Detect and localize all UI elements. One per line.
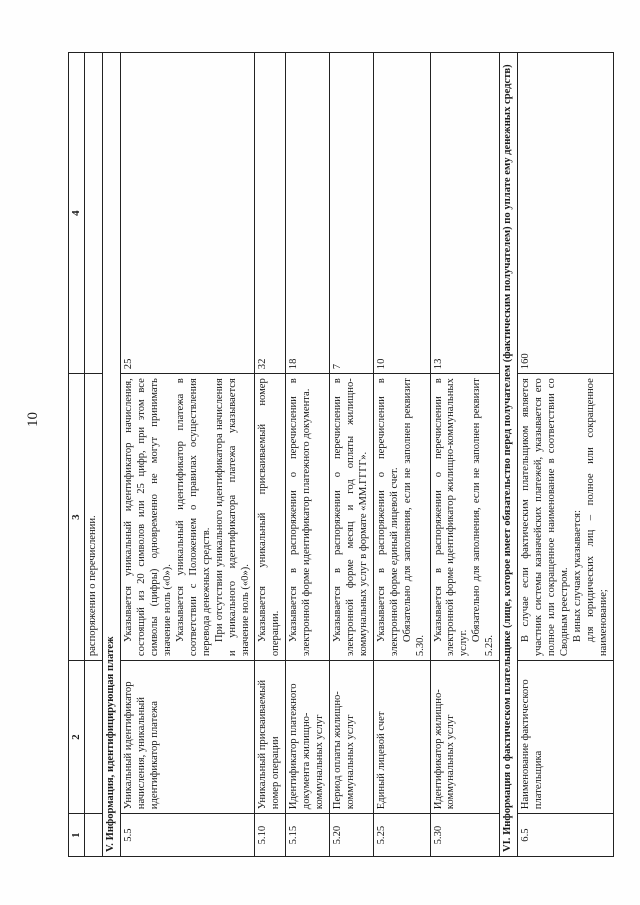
cell-number: 5.20 <box>330 814 374 857</box>
table-row <box>121 53 255 857</box>
cell-description <box>373 374 430 661</box>
cell-description <box>518 374 613 661</box>
description-paragraph: Указывается в распоряжении о перечислении в электронной форме месяц и год оплаты жилищно-коммунальных услуг в формате «ММ.ГГГГ». <box>332 378 369 657</box>
table-row <box>330 53 374 857</box>
description-paragraph: Указывается в распоряжении о перечислении в электронной форме единый лицевой счет. <box>375 378 400 657</box>
cell-description <box>121 374 255 661</box>
cell-number: 5.25 <box>373 814 430 857</box>
table-row <box>373 53 430 857</box>
cell-length: 160 <box>518 53 613 374</box>
requisites-table <box>68 52 614 857</box>
description-paragraph: Указывается уникальный идентификатор платежа в соответствии с Положением о правилах осуществления перевода денежных средств. <box>174 378 212 657</box>
cell-number: 5.5 <box>121 814 255 857</box>
description-paragraph: Обязательно для заполнения, если не заполнен реквизит 5.25. <box>471 378 496 657</box>
description-paragraph: для юридических лиц – полное или сокращенное наименование; <box>584 378 609 657</box>
cell-empty <box>85 661 103 814</box>
cell-length: 25 <box>121 53 255 374</box>
cell-top-text: распоряжении о перечислении. <box>85 374 103 661</box>
description-paragraph: При отсутствии уникального идентификатора начисления и уникального идентификатора платежа указывается значение ноль («0»). <box>213 378 251 657</box>
cell-name: Уникальный идентификатор начисления, уникальный идентификатор платежа <box>121 661 255 814</box>
cell-empty <box>85 53 103 374</box>
table-row <box>518 53 613 857</box>
page-number: 10 <box>25 412 41 427</box>
header-col-2: 2 <box>69 661 85 814</box>
description-paragraph: В случае если фактическим плательщиком является участник системы казначейских платежей, указывается его полное или сокращенное наименование в соответствии со Сводным реестром. <box>520 378 570 657</box>
cell-length: 7 <box>330 53 374 374</box>
table-row <box>286 53 330 857</box>
section-5-title: V. Информация, идентифицирующая платеж <box>103 53 121 857</box>
cell-number: 5.10 <box>255 814 286 857</box>
description-paragraph: Указывается уникальный идентификатор начисления, состоящий из 20 символов или 25 цифр, при этом все символы (цифры) одновременно не могут принимать значение ноль («0»). <box>123 378 174 657</box>
header-col-3: 3 <box>69 374 85 661</box>
description-paragraph: Указывается уникальный присваиваемый номер операции. <box>257 378 282 657</box>
cell-length: 18 <box>286 53 330 374</box>
cell-name: Идентификатор платежного документа жилищно-коммунальных услуг <box>286 661 330 814</box>
cell-name: Единый лицевой счет <box>373 661 430 814</box>
cell-number: 5.15 <box>286 814 330 857</box>
cell-number: 5.30 <box>430 814 500 857</box>
cell-empty <box>85 814 103 857</box>
table-header-row <box>69 53 85 857</box>
header-col-4: 4 <box>69 53 85 374</box>
description-paragraph: Указывается в распоряжении о перечислении в электронной форме идентификатор платежного документа. <box>288 378 313 657</box>
cell-name: Наименование фактического плательщика <box>518 661 613 814</box>
cell-name: Уникальный присваиваемый номер операции <box>255 661 286 814</box>
cell-description <box>330 374 374 661</box>
description-paragraph: Указывается в распоряжении о перечислении в электронной форме идентификатор жилищно-коммунальных услуг. <box>432 378 470 657</box>
section-5-row <box>103 53 121 857</box>
table-row-continued <box>85 53 103 857</box>
header-col-1: 1 <box>69 814 85 857</box>
cell-description <box>255 374 286 661</box>
cell-length: 32 <box>255 53 286 374</box>
table-row <box>430 53 500 857</box>
cell-number: 6.5 <box>518 814 613 857</box>
description-paragraph: В иных случаях указывается: <box>571 510 583 643</box>
cell-description <box>286 374 330 661</box>
cell-name: Период оплаты жилищно-коммунальных услуг <box>330 661 374 814</box>
section-6-row <box>500 53 518 857</box>
cell-name: Идентификатор жилищно-коммунальных услуг <box>430 661 500 814</box>
cell-length: 13 <box>430 53 500 374</box>
table-row <box>255 53 286 857</box>
document-sheet <box>68 52 608 857</box>
rotated-table-container <box>68 52 608 857</box>
cell-length: 10 <box>373 53 430 374</box>
description-paragraph: Обязательно для заполнения, если не заполнен реквизит 5.30. <box>401 378 426 657</box>
cell-description <box>430 374 500 661</box>
section-6-title: VI. Информация о фактическом плательщике (лице, которое имеет обязательство перед получателем (фактическим получателем) по уплате ему денежных средств) <box>500 53 518 857</box>
